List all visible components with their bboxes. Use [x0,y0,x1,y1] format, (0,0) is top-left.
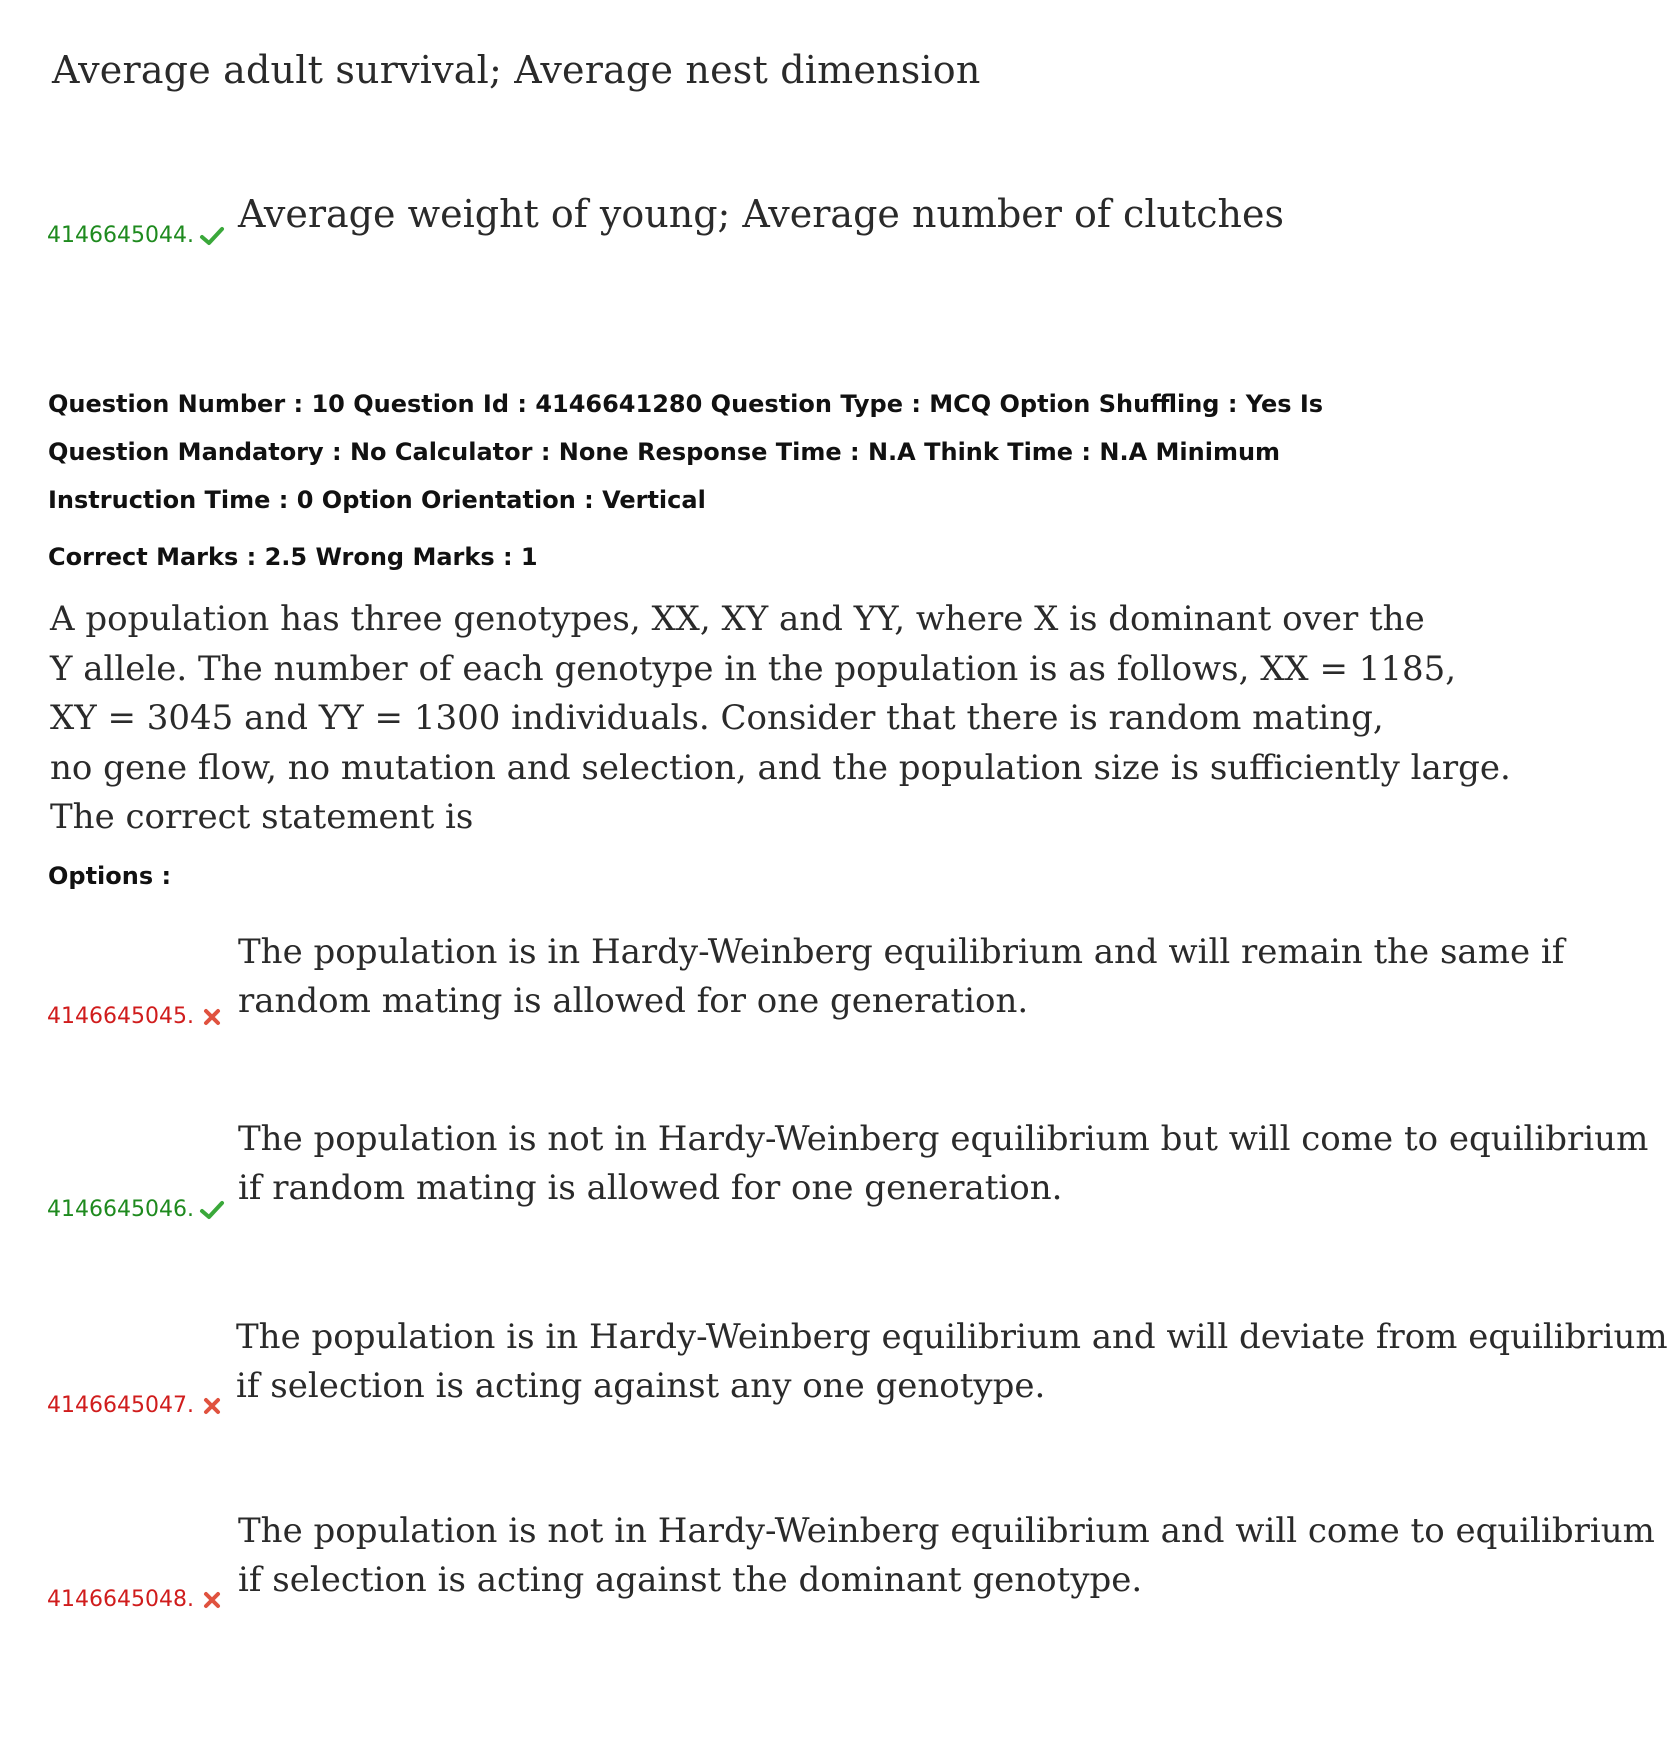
question-meta-line-3: Instruction Time : 0 Option Orientation : Vertical [48,486,706,514]
option-2-line-1: The population is not in Hardy-Weinberg equilibrium but will come to equilibrium [238,1119,1649,1159]
option-id: 4146645045. [47,1004,194,1029]
option-id: 4146645046. [47,1197,194,1222]
previous-option-b-id-row [47,223,224,248]
option-4-line-2: if selection is acting against the dominant genotype. [238,1560,1143,1600]
option-id: 4146645044. [47,223,194,248]
question-text [50,595,1511,843]
question-line-3: XY = 3045 and YY = 1300 individuals. Consider that there is random mating, [50,698,1384,738]
question-line-5: The correct statement is [50,797,474,837]
option-1-id-row [47,1004,224,1029]
option-4-text [238,1507,1655,1605]
option-4-line-1: The population is not in Hardy-Weinberg equilibrium and will come to equilibrium [238,1511,1655,1551]
option-2-line-2: if random mating is allowed for one generation. [238,1168,1063,1208]
option-2-id-row [47,1197,224,1222]
cross-icon [200,1394,224,1418]
check-icon [200,1198,224,1222]
option-1-line-2: random mating is allowed for one generation. [238,981,1029,1021]
previous-option-text: Average adult survival; Average nest dimension [52,48,981,92]
question-meta-line-1: Question Number : 10 Question Id : 4146641280 Question Type : MCQ Option Shuffling : Yes Is [48,390,1324,418]
option-3-line-2: if selection is acting against any one genotype. [236,1366,1046,1406]
cross-icon [200,1588,224,1612]
options-label: Options : [48,862,172,890]
option-3-text [236,1313,1668,1411]
option-3-line-1: The population is in Hardy-Weinberg equilibrium and will deviate from equilibrium [236,1317,1668,1357]
option-id: 4146645048. [47,1587,194,1612]
option-4-id-row [47,1587,224,1612]
previous-option-b-text: Average weight of young; Average number of clutches [238,192,1284,236]
question-line-4: no gene flow, no mutation and selection, and the population size is sufficiently large. [50,747,1511,788]
option-1-line-1: The population is in Hardy-Weinberg equilibrium and will remain the same if [238,932,1565,972]
option-2-text [238,1115,1649,1213]
question-meta-line-2: Question Mandatory : No Calculator : None Response Time : N.A Think Time : N.A Minimum [48,438,1281,466]
option-1-text [238,928,1565,1026]
question-marks: Correct Marks : 2.5 Wrong Marks : 1 [48,543,538,571]
question-line-1: A population has three genotypes, XX, XY and YY, where X is dominant over the [50,599,1425,639]
check-icon [200,224,224,248]
option-id: 4146645047. [47,1393,194,1418]
question-line-2: Y allele. The number of each genotype in the population is as follows, XX = 1185, [50,648,1457,689]
cross-icon [200,1005,224,1029]
option-3-id-row [47,1393,224,1418]
